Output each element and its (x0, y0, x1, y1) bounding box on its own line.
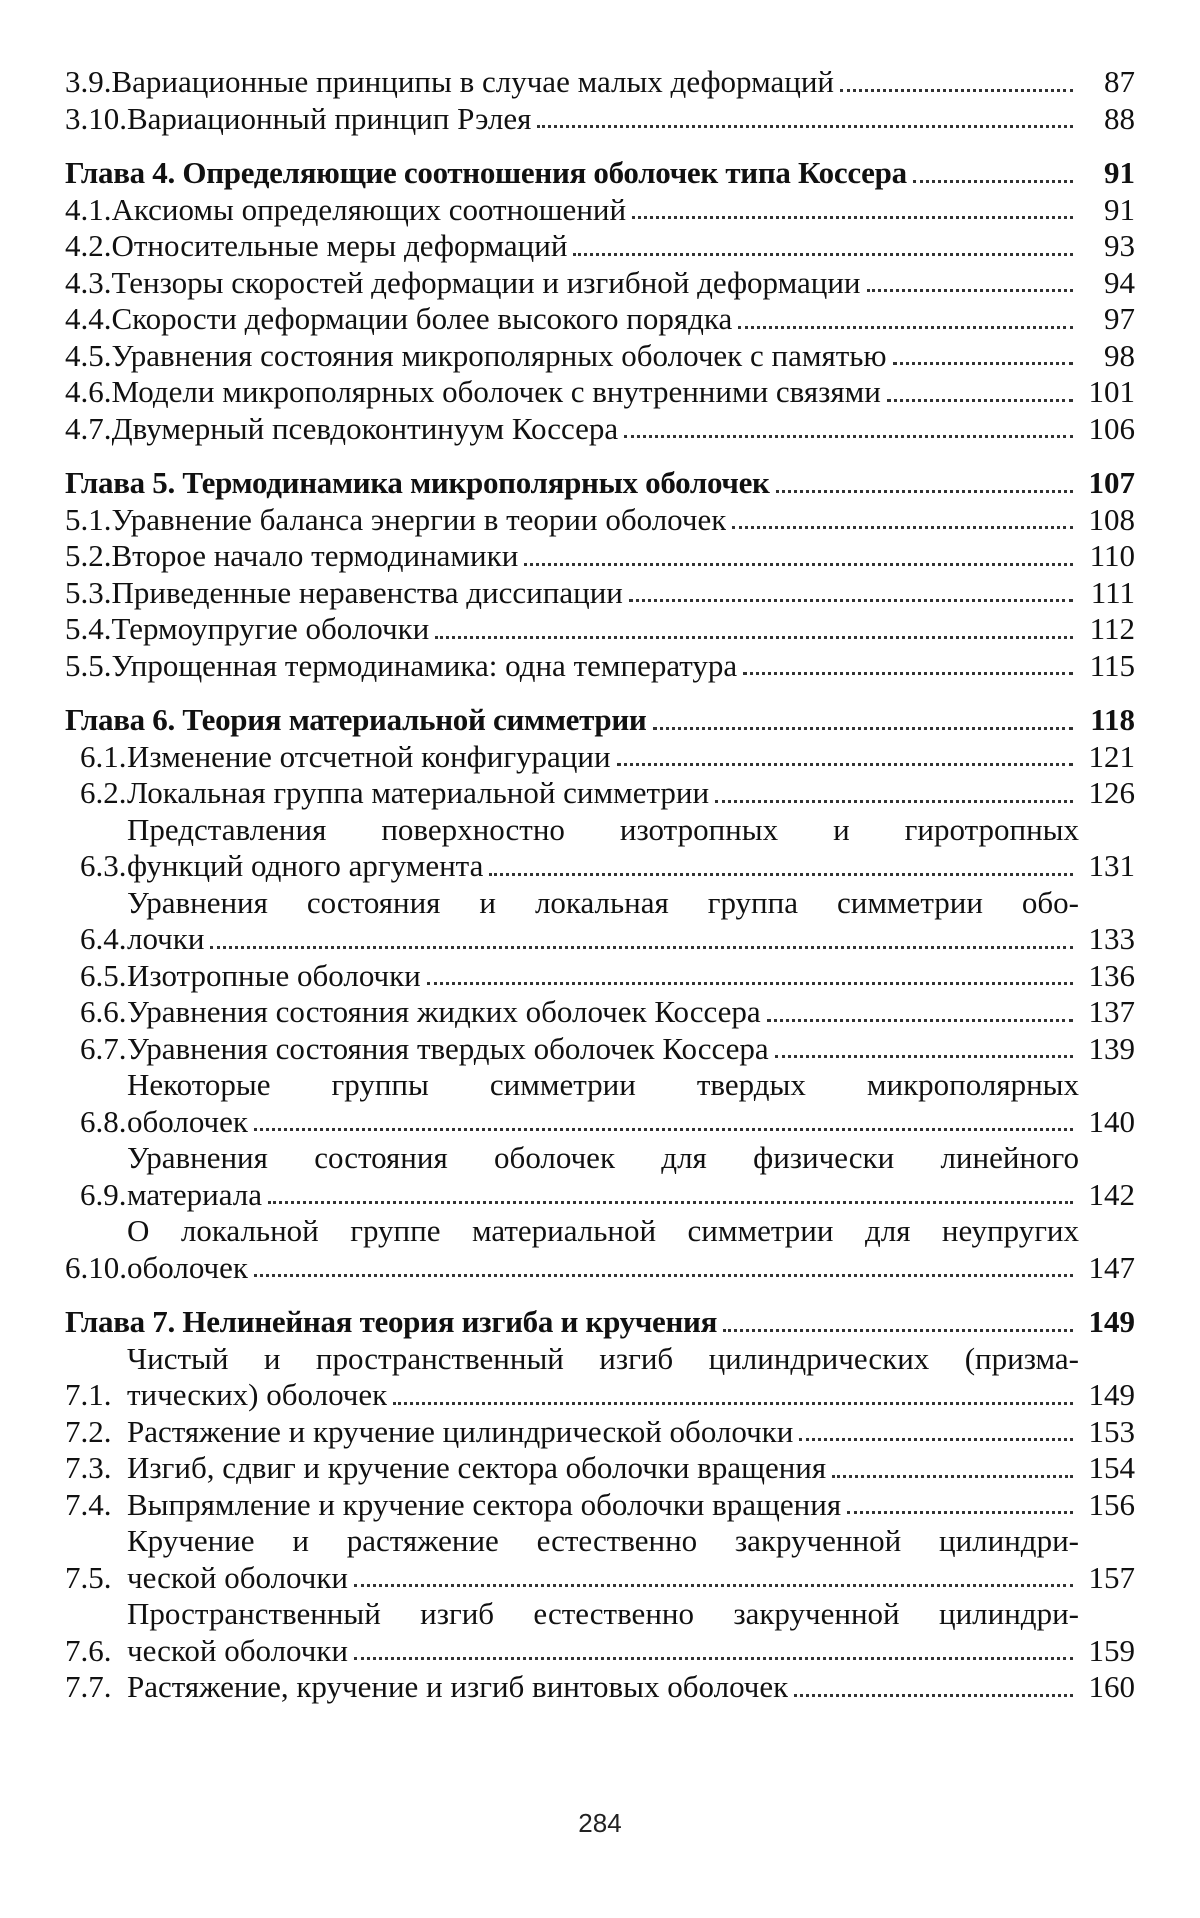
toc-section-entry[interactable] (65, 1487, 1135, 1524)
toc-section-entry[interactable] (65, 265, 1135, 302)
section-number: 7.7. (65, 1669, 112, 1704)
page-reference: 106 (1088, 410, 1135, 446)
toc-section-entry[interactable] (65, 301, 1135, 338)
toc-section-entry[interactable] (65, 958, 1135, 995)
toc-section-entry[interactable] (65, 775, 1135, 812)
entry-title-line: Уравнения состояния твердых оболочек Коссера (127, 1030, 769, 1066)
toc-section-entry[interactable] (65, 1669, 1135, 1706)
chapter-spacer (65, 684, 1135, 702)
toc-section-entry[interactable] (65, 538, 1135, 575)
entry-title-line: оболочек (127, 1249, 248, 1285)
chapter-spacer (65, 447, 1135, 465)
entry-title-line: Представления поверхностно изотропных и гиротропных (127, 811, 1079, 847)
entry-title-line: Локальная группа материальной симметрии (127, 775, 710, 810)
entry-title-line: Уравнения состояния микрополярных оболочек с памятью (111, 337, 887, 373)
entry-title-line: функций одного аргумента (127, 848, 484, 883)
page-reference: 136 (1088, 957, 1135, 993)
section-number: 6.8. (80, 1103, 127, 1139)
section-number: 7.2. (65, 1413, 112, 1449)
dot-leader (573, 253, 1073, 256)
page-reference: 93 (1104, 228, 1135, 263)
page-reference: 107 (1088, 465, 1135, 500)
table-of-contents (65, 64, 1135, 1706)
toc-chapter-entry[interactable] (65, 702, 1135, 739)
toc-section-entry[interactable] (65, 1213, 1135, 1286)
dot-leader (427, 982, 1073, 985)
dot-leader (794, 1694, 1073, 1697)
toc-section-entry[interactable] (65, 1523, 1135, 1596)
section-number: 7.5. (65, 1559, 112, 1595)
page-reference: 108 (1088, 501, 1135, 537)
toc-section-entry[interactable] (65, 374, 1135, 411)
dot-leader (832, 1475, 1073, 1478)
page-reference: 133 (1088, 921, 1135, 956)
section-number: 4.7. (65, 410, 112, 446)
entry-title-line: лочки (127, 921, 205, 956)
entry-title-line: Вариационные принципы в случае малых деформаций (111, 64, 835, 99)
page-reference: 94 (1104, 264, 1135, 300)
section-number: 7.4. (65, 1486, 112, 1522)
dot-leader (653, 727, 1074, 730)
section-number: 6.9. (80, 1176, 127, 1212)
dot-leader (887, 399, 1073, 402)
page-reference: 154 (1088, 1450, 1135, 1485)
dot-leader (524, 563, 1073, 566)
entry-title-line: Упрощенная термодинамика: одна температура (111, 647, 738, 683)
page-reference: 157 (1088, 1559, 1135, 1595)
section-number: 4.2. (65, 228, 112, 263)
section-number: 4.3. (65, 264, 112, 300)
entry-title-line: Растяжение и кручение цилиндрической оболочки (127, 1413, 794, 1449)
page-reference: 112 (1089, 611, 1135, 646)
entry-title-line: Уравнение баланса энергии в теории оболочек (111, 501, 727, 537)
entry-title-line: Уравнения состояния жидких оболочек Коссера (127, 994, 761, 1029)
toc-section-entry[interactable] (65, 648, 1135, 685)
entry-title-line: Чистый и пространственный изгиб цилиндрических (призма- (127, 1340, 1079, 1376)
page-reference: 91 (1104, 155, 1135, 190)
dot-leader (847, 1511, 1073, 1514)
page-reference: 147 (1088, 1249, 1135, 1285)
entry-title-line: материала (127, 1176, 263, 1212)
page-number: 284 (578, 1808, 622, 1838)
section-number: 4.5. (65, 337, 112, 373)
dot-leader (435, 636, 1073, 639)
section-number: 5.2. (65, 538, 112, 573)
section-number: 7.6. (65, 1632, 112, 1668)
dot-leader (840, 89, 1073, 92)
entry-title-line: Второе начало термодинамики (111, 538, 519, 573)
dot-leader (268, 1201, 1073, 1204)
entry-title-line: Некоторые группы симметрии твердых микрополярных (127, 1067, 1079, 1102)
entry-title-line: Изменение отсчетной конфигурации (127, 738, 611, 774)
dot-leader (867, 289, 1073, 292)
toc-section-entry[interactable] (65, 64, 1135, 101)
toc-section-entry[interactable] (65, 228, 1135, 265)
entry-title-line: Глава 6. Теория материальной симметрии (65, 702, 647, 737)
page-reference: 156 (1088, 1486, 1135, 1522)
toc-section-entry[interactable] (65, 812, 1135, 885)
entry-title-line: Относительные меры деформаций (111, 228, 568, 263)
entry-title-line: Глава 4. Определяющие соотношения оболочек типа Коссера (65, 155, 907, 190)
toc-section-entry[interactable] (65, 1140, 1135, 1213)
section-number: 3.9. (65, 64, 112, 99)
dot-leader (489, 873, 1073, 876)
entry-title-line: тических) оболочек (127, 1377, 388, 1412)
toc-chapter-entry[interactable] (65, 465, 1135, 502)
section-number: 6.6. (80, 994, 127, 1029)
toc-chapter-entry[interactable] (65, 155, 1135, 192)
page-reference: 118 (1090, 702, 1135, 737)
toc-section-entry[interactable] (65, 611, 1135, 648)
page-reference: 139 (1088, 1030, 1135, 1066)
section-number: 4.4. (65, 301, 112, 336)
dot-leader (254, 1128, 1073, 1131)
dot-leader (723, 1329, 1073, 1332)
toc-section-entry[interactable] (65, 885, 1135, 958)
dot-leader (776, 490, 1073, 493)
dot-leader (629, 599, 1073, 602)
entry-title-line: Приведенные неравенства диссипации (111, 574, 623, 610)
entry-title-line: Скорости деформации более высокого порядка (111, 301, 733, 336)
page-reference: 140 (1088, 1103, 1135, 1139)
dot-leader (732, 526, 1073, 529)
entry-title-line: Выпрямление и кручение сектора оболочки вращения (127, 1486, 842, 1522)
entry-title-line: Растяжение, кручение и изгиб винтовых оболочек (127, 1669, 789, 1704)
dot-leader (738, 326, 1073, 329)
section-number: 6.5. (80, 957, 127, 993)
dot-leader (354, 1657, 1073, 1660)
entry-title-line: Двумерный псевдоконтинуум Коссера (111, 410, 619, 446)
page-reference: 126 (1088, 775, 1135, 810)
section-number: 6.2. (80, 775, 127, 810)
section-number: 6.3. (80, 848, 127, 883)
toc-section-entry[interactable] (65, 411, 1135, 448)
entry-title-line: Изотропные оболочки (127, 957, 421, 993)
dot-leader (767, 1019, 1073, 1022)
page-reference: 97 (1104, 301, 1135, 336)
toc-section-entry[interactable] (65, 192, 1135, 229)
dot-leader (715, 800, 1073, 803)
section-number: 5.4. (65, 611, 112, 646)
section-number: 6.7. (80, 1030, 127, 1066)
page-reference: 159 (1088, 1632, 1135, 1668)
toc-section-entry[interactable] (65, 1414, 1135, 1451)
entry-title-line: Уравнения состояния и локальная группа симметрии обо- (127, 884, 1079, 920)
entry-title-line: ческой оболочки (127, 1632, 348, 1668)
section-number: 6.1. (80, 738, 127, 774)
section-number: 5.5. (65, 647, 112, 683)
dot-leader (632, 216, 1073, 219)
dot-leader (624, 435, 1073, 438)
dot-leader (393, 1402, 1073, 1405)
dot-leader (210, 946, 1073, 949)
entry-title-line: Уравнения состояния оболочек для физически линейного (127, 1140, 1079, 1175)
dot-leader (893, 362, 1073, 365)
page-reference: 131 (1088, 848, 1135, 883)
page-reference: 115 (1089, 647, 1135, 683)
entry-title-line: Кручение и растяжение естественно закрученной цилиндри- (127, 1523, 1079, 1558)
page-reference: 101 (1088, 374, 1135, 409)
entry-title-line: Термоупругие оболочки (111, 611, 430, 646)
toc-section-entry[interactable] (65, 101, 1135, 138)
toc-section-entry[interactable] (65, 739, 1135, 776)
page-reference: 111 (1090, 574, 1135, 610)
entry-title-line: Пространственный изгиб естественно закрученной цилиндри- (127, 1596, 1079, 1631)
section-number: 6.4. (80, 921, 127, 956)
page-reference: 149 (1088, 1304, 1135, 1339)
entry-title-line: ческой оболочки (127, 1559, 348, 1595)
chapter-spacer (65, 1286, 1135, 1304)
entry-title-line: Аксиомы определяющих соотношений (111, 191, 627, 227)
toc-section-entry[interactable] (65, 338, 1135, 375)
page-reference: 98 (1104, 337, 1135, 373)
dot-leader (775, 1055, 1073, 1058)
page-reference: 142 (1088, 1176, 1135, 1212)
dot-leader (354, 1584, 1073, 1587)
entry-title-line: Глава 5. Термодинамика микрополярных оболочек (65, 465, 770, 500)
entry-title-line: Вариационный принцип Рэлея (127, 100, 532, 136)
section-number: 4.1. (65, 191, 112, 227)
entry-title-line: Глава 7. Нелинейная теория изгиба и кручения (65, 1304, 718, 1339)
toc-section-entry[interactable] (65, 1596, 1135, 1669)
section-number: 4.6. (65, 374, 112, 409)
section-number: 7.3. (65, 1450, 112, 1485)
section-number: 3.10. (65, 100, 127, 136)
dot-leader (537, 125, 1073, 128)
page-reference: 153 (1088, 1413, 1135, 1449)
dot-leader (913, 180, 1073, 183)
chapter-spacer (65, 137, 1135, 155)
entry-title-line: О локальной группе материальной симметрии для неупругих (127, 1213, 1079, 1248)
page-reference: 87 (1104, 64, 1135, 99)
toc-section-entry[interactable] (65, 1067, 1135, 1140)
page-reference: 149 (1088, 1377, 1135, 1412)
page-reference: 160 (1088, 1669, 1135, 1704)
toc-section-entry[interactable] (65, 502, 1135, 539)
toc-section-entry[interactable] (65, 1341, 1135, 1414)
page-reference: 121 (1088, 738, 1135, 774)
toc-section-entry[interactable] (65, 575, 1135, 612)
toc-chapter-entry[interactable] (65, 1304, 1135, 1341)
dot-leader (743, 672, 1073, 675)
section-number: 7.1. (65, 1377, 112, 1412)
section-number: 5.1. (65, 501, 112, 537)
entry-title-line: Модели микрополярных оболочек с внутренними связями (111, 374, 881, 409)
dot-leader (617, 763, 1073, 766)
toc-section-entry[interactable] (65, 994, 1135, 1031)
section-number: 5.3. (65, 574, 112, 610)
dot-leader (799, 1438, 1073, 1441)
section-number: 6.10. (65, 1249, 127, 1285)
page-reference: 110 (1089, 538, 1135, 573)
toc-section-entry[interactable] (65, 1450, 1135, 1487)
entry-title-line: Тензоры скоростей деформации и изгибной деформации (111, 264, 861, 300)
entry-title-line: Изгиб, сдвиг и кручение сектора оболочки вращения (127, 1450, 827, 1485)
toc-section-entry[interactable] (65, 1031, 1135, 1068)
page-reference: 88 (1104, 100, 1135, 136)
entry-title-line: оболочек (127, 1103, 248, 1139)
page-reference: 91 (1104, 191, 1135, 227)
dot-leader (254, 1274, 1073, 1277)
page-reference: 137 (1088, 994, 1135, 1029)
